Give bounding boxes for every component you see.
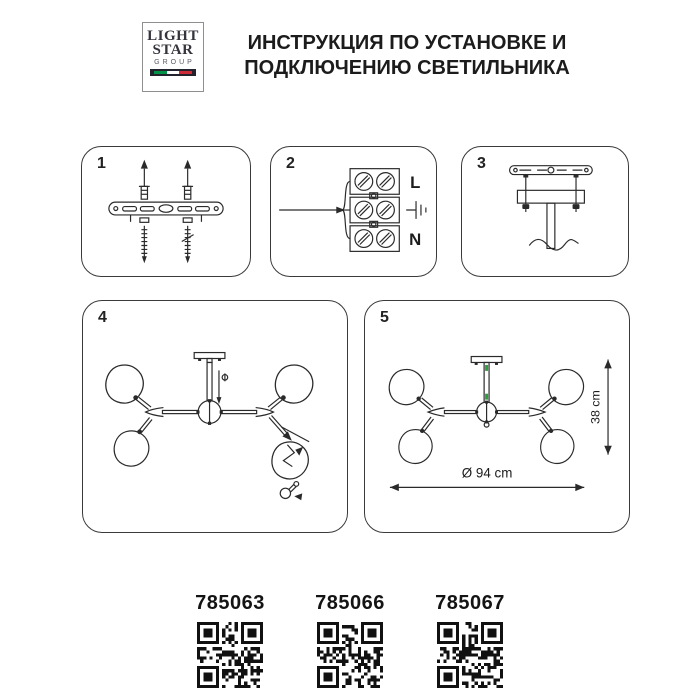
step-number: 4: [98, 309, 107, 326]
lamp-globe: [275, 365, 312, 403]
qr-code-icon: [317, 622, 383, 688]
mounted-canopy-diagram: [462, 147, 628, 276]
chandelier-dimensions-diagram: [365, 301, 629, 532]
product-block: [426, 592, 514, 688]
logo-word-star: STAR: [152, 41, 194, 58]
diameter-label: Ø 94 cm: [461, 465, 513, 481]
product-codes-row: [0, 592, 700, 688]
earth-ground-icon: [406, 201, 426, 219]
product-code: 785067: [435, 592, 505, 614]
step-number: 3: [477, 155, 486, 172]
terminal-screw-icon: [355, 173, 373, 191]
wall-anchor-icon: [182, 160, 193, 199]
step-number: 2: [286, 155, 295, 172]
live-label: L: [410, 172, 421, 192]
bulb-detail: [280, 482, 302, 501]
lamp-globe: [114, 431, 149, 466]
central-hub: [475, 401, 498, 427]
canopy-and-rod: [194, 353, 225, 401]
hanging-screws: [522, 175, 579, 212]
step-5-panel: [364, 300, 630, 533]
neutral-label: N: [409, 229, 422, 249]
logo-word-group: GROUP: [154, 59, 195, 66]
product-block: [306, 592, 394, 688]
terminal-screw-icon: [355, 201, 373, 219]
terminal-screw-icon: [377, 173, 395, 191]
diameter-dimension: [390, 465, 584, 491]
step-number: 5: [380, 309, 389, 326]
wall-anchor-icon: [139, 160, 150, 199]
title-line-2: ПОДКЛЮЧЕНИЮ СВЕТИЛЬНИКА: [244, 57, 570, 79]
chandelier-assembly-diagram: [83, 301, 347, 532]
wiring-diagram: [271, 147, 436, 276]
logo-word-light: LIGHT: [147, 28, 199, 44]
product-code: 785066: [315, 592, 385, 614]
page-title: [222, 31, 592, 81]
step-3-panel: [461, 146, 629, 277]
terminal-block: [350, 169, 399, 252]
canopy-and-rod: [471, 357, 502, 403]
step-number: 1: [97, 155, 106, 172]
canopy-plate: [517, 190, 584, 203]
height-dimension: [589, 359, 612, 454]
terminal-screw-icon: [377, 230, 395, 248]
title-line-1: ИНСТРУКЦИЯ ПО УСТАНОВКЕ И: [247, 32, 567, 54]
step-2-panel: [270, 146, 437, 277]
lamp-globe: [389, 369, 424, 404]
lightstar-logo: [142, 22, 204, 92]
supply-wire: [279, 181, 350, 238]
height-label: 38 cm: [588, 390, 603, 424]
ceiling-bracket: [510, 166, 593, 175]
qr-code-icon: [197, 622, 263, 688]
qr-code-icon: [437, 622, 503, 688]
logo-italian-flag-bar: [150, 69, 196, 76]
down-rod: [547, 203, 555, 248]
terminal-screw-icon: [355, 230, 373, 248]
product-block: [186, 592, 274, 688]
step-1-panel: [81, 146, 251, 277]
lamp-globe: [106, 365, 143, 403]
ceiling-bracket: [109, 202, 223, 222]
lamp-globe: [541, 430, 574, 464]
step-4-panel: [82, 300, 348, 533]
terminal-screw-icon: [377, 201, 395, 219]
mounting-screw-icon: [140, 218, 149, 263]
lamp-globe: [399, 430, 432, 464]
insert-arrow-and-screw: [216, 370, 227, 404]
mounting-bracket-diagram: [82, 147, 250, 276]
globe-attach-detail: [269, 416, 309, 479]
product-code: 785063: [195, 592, 265, 614]
